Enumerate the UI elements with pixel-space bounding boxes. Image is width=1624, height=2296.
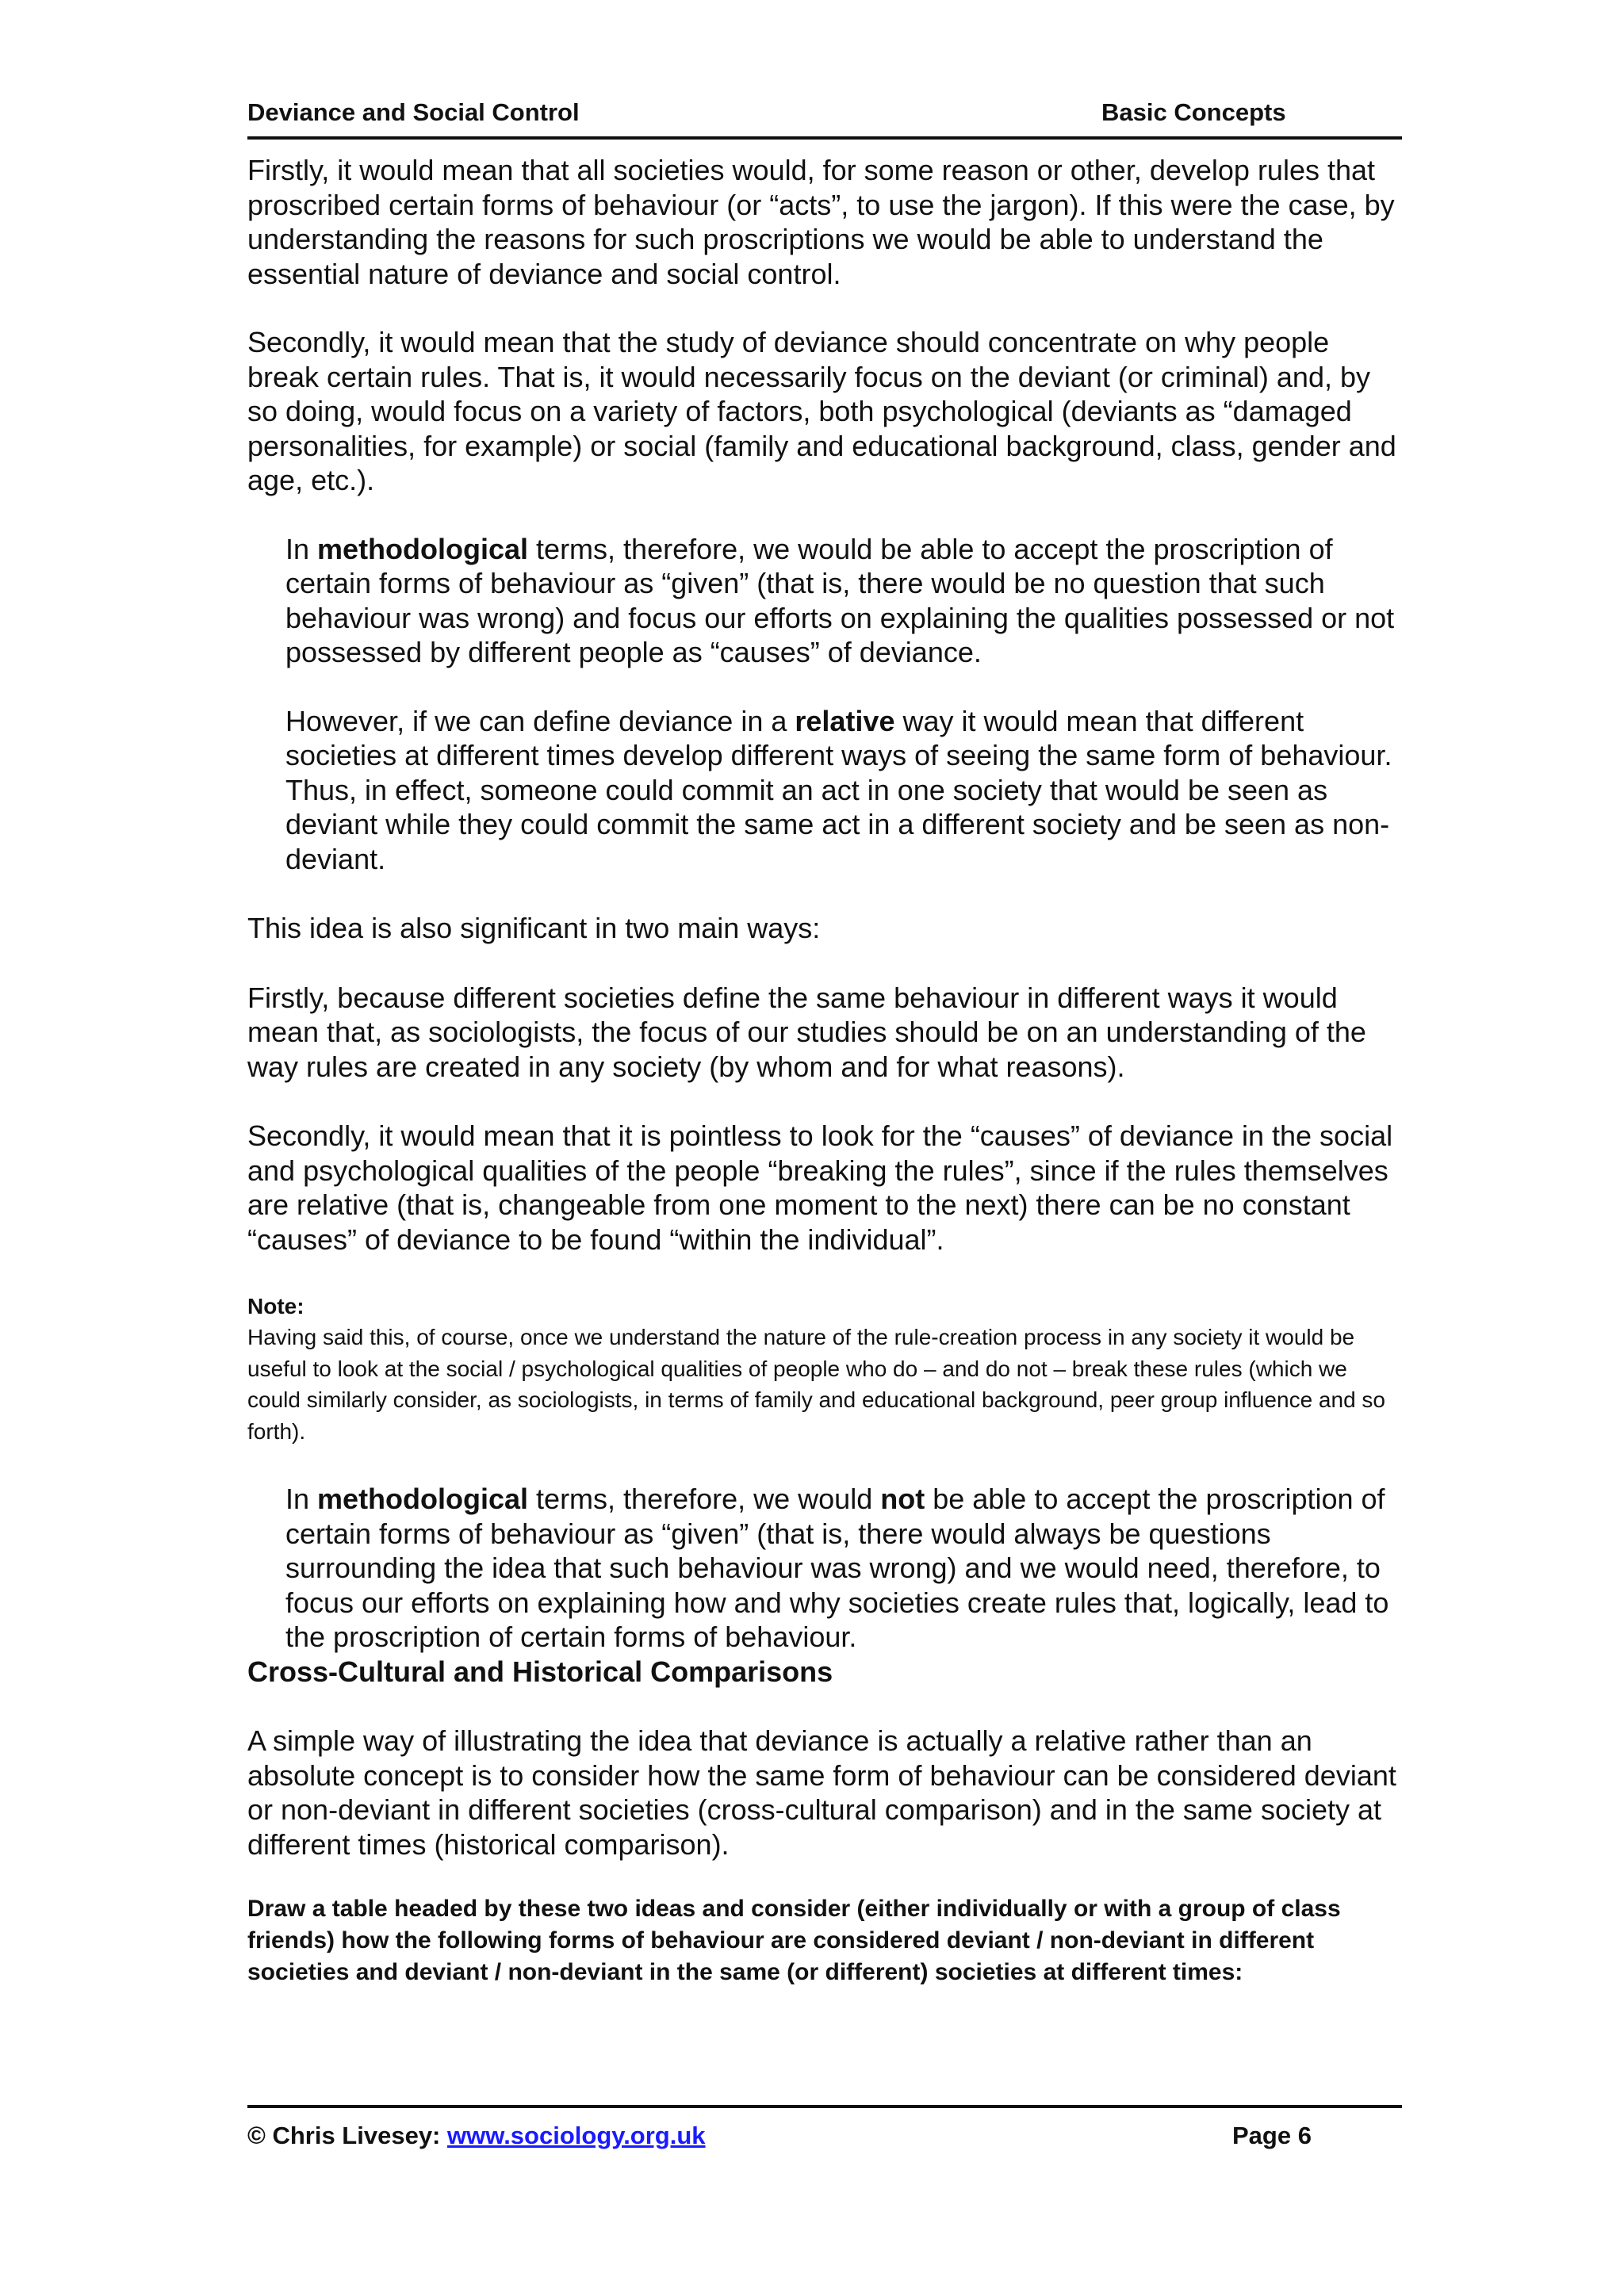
bold-term: relative (795, 704, 895, 737)
text-run: way it would mean that different societies at different times develop different ways of seeing the same form of behaviour. Thus, in effect, someone could commit an act in one society that would be seen as deviant while they could commit the same act in a different society and be seen as non-deviant. (285, 704, 1392, 875)
bold-term: not (880, 1483, 925, 1515)
footer-rule (247, 2105, 1402, 2108)
paragraph-simple-way: A simple way of illustrating the idea that deviance is actually a relative rather than an absolute concept is to consider how the same form of behaviour can be considered deviant or non-deviant in different societies (cross-cultural comparison) and in the same society at different times (historical comparison). (247, 1724, 1396, 1861)
page-number: Page 6 (1232, 2122, 1312, 2149)
paragraph-relative (285, 704, 1402, 877)
paragraph-secondly-study: Secondly, it would mean that the study of deviance should concentrate on why people break certain rules. That is, it would necessarily focus on the deviant (or criminal) and, by so doing, would focus on a variety of factors, both psychological (deviants as “damaged personalities, for example) or social (family and educational background, class, gender and age, etc.). (247, 326, 1396, 496)
text-run: In (285, 532, 318, 565)
footer-credit (247, 2122, 706, 2150)
page-content (247, 153, 1402, 1988)
website-link[interactable]: www.sociology.org.uk (447, 2122, 706, 2149)
paragraph-methodological-not (285, 1482, 1402, 1655)
note-title: Note: (247, 1294, 304, 1318)
copyright-text: © Chris Livesey: (247, 2122, 447, 2149)
header-section: Basic Concepts (1101, 98, 1286, 126)
bold-term: methodological (317, 1483, 529, 1515)
text-run: be able to accept the proscription of certain forms of behaviour as “given” (that is, there would always be questions surrounding the idea that such behaviour was wrong) and we would need, therefore, to focus our efforts on explaining how and why societies create rules that, logically, lead to the proscription of certain forms of behaviour. (285, 1483, 1389, 1653)
paragraph-firstly-societies: Firstly, because different societies define the same behaviour in different ways it would mean that, as sociologists, the focus of our studies should be on an understanding of the way rules are created in any society (by whom and for what reasons). (247, 981, 1366, 1083)
paragraph-firstly-rules: Firstly, it would mean that all societies would, for some reason or other, develop rules that proscribed certain forms of behaviour (or “acts”, to use the jargon). If this were the case, by understanding the reasons for such proscriptions we would be able to understand the essential nature of deviance and social control. (247, 154, 1395, 290)
header-rule (247, 136, 1402, 140)
paragraph-secondly-causes: Secondly, it would mean that it is pointless to look for the “causes” of deviance in the social and psychological qualities of the people “breaking the rules”, since if the rules themselves are relative (that is, changeable from one moment to the next) there can be no constant “causes” of deviance to be found “within the individual”. (247, 1119, 1393, 1256)
paragraph-two-ways: This idea is also significant in two main ways: (247, 912, 821, 944)
header-title: Deviance and Social Control (247, 98, 580, 126)
note-body: Having said this, of course, once we understand the nature of the rule-creation process in any society it would be useful to look at the social / psychological qualities of people who do – and do not – break these rules (which we could similarly consider, as sociologists, in terms of family and educational background, peer group influence and so forth). (247, 1325, 1385, 1444)
bold-term: methodological (317, 532, 529, 565)
text-run: terms, therefore, we would (528, 1483, 881, 1515)
activity-instruction: Draw a table headed by these two ideas and consider (either individually or with a group of class friends) how the following forms of behaviour are considered deviant / non-deviant in different societies and deviant / non-deviant in the same (or different) societies at different times: (247, 1896, 1341, 1985)
text-run: However, if we can define deviance in a (285, 704, 795, 737)
paragraph-methodological-accept (285, 532, 1402, 670)
text-run: In (285, 1483, 318, 1515)
section-heading: Cross-Cultural and Historical Comparisons (247, 1655, 833, 1688)
text-run: terms, therefore, we would be able to accept the proscription of certain forms of behaviour as “given” (that is, there would be no question that such behaviour was wrong) and focus our efforts on explaining the qualities possessed or not possessed by different people as “causes” of deviance. (285, 532, 1395, 668)
